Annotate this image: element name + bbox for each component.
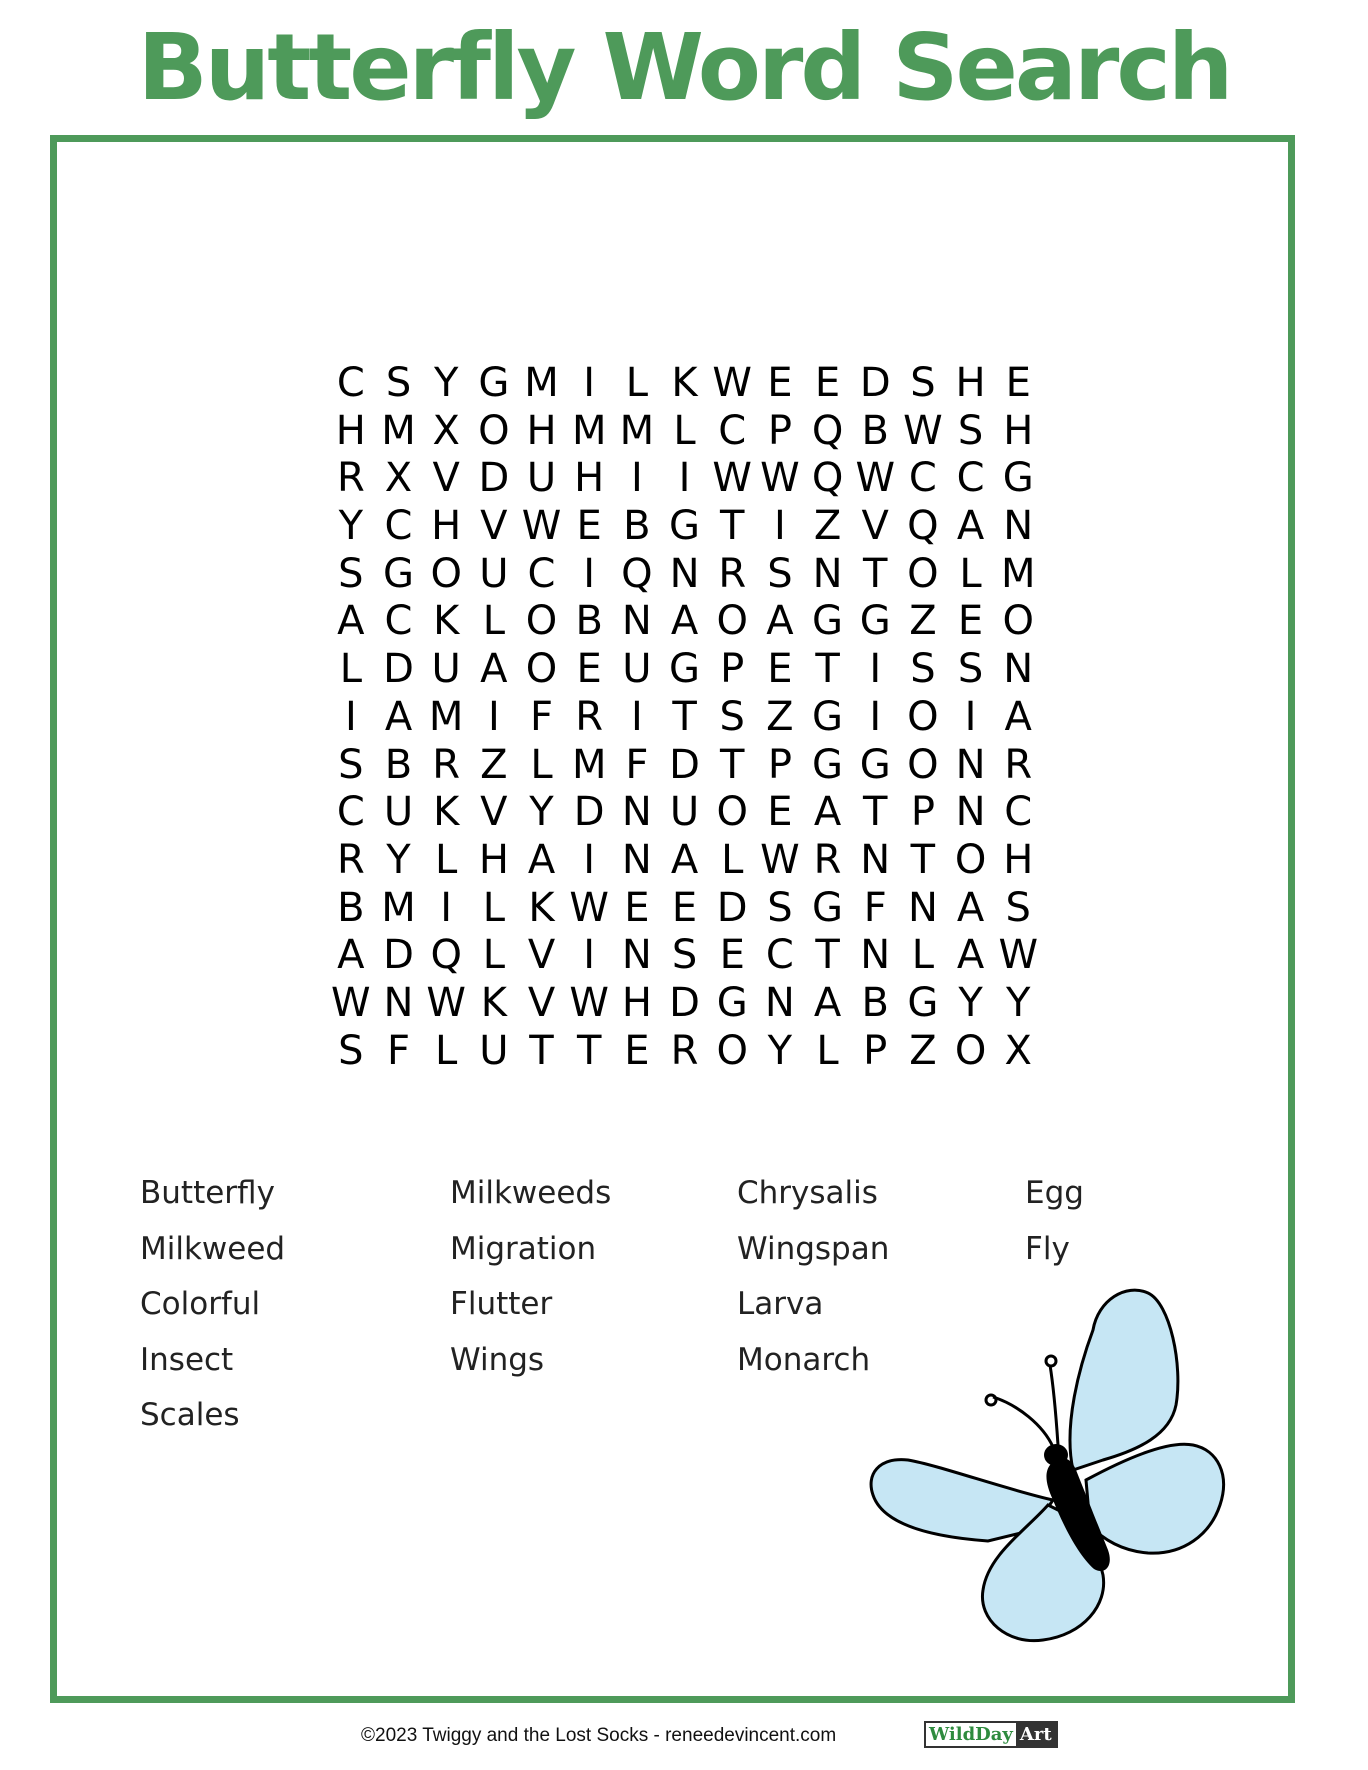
grid-letter: X [432,407,460,454]
grid-letter: I [630,455,643,502]
grid-letter: L [482,598,505,645]
grid-letter: L [721,836,744,883]
grid-letter: Y [958,979,983,1026]
grid-letter: L [959,550,982,597]
grid-letter: K [433,789,460,836]
grid-letter: M [524,360,559,406]
grid-letter: Q [907,503,939,550]
grid-letter: E [624,884,650,931]
grid-letter: A [527,836,556,883]
grid-letter: A [337,932,365,979]
grid-letter: K [528,884,555,931]
grid-letter: Z [909,598,937,645]
grid-letter: U [479,1027,509,1074]
grid-letter: X [384,455,413,502]
grid-letter: P [767,741,792,788]
grid-letter: L [435,1027,458,1074]
word-list-item: Insect [140,1341,234,1378]
grid-letter: E [814,360,841,406]
word-list-item: Milkweeds [450,1175,612,1211]
grid-letter: T [529,1027,554,1074]
grid-letter: A [956,884,985,931]
word-list-item: Milkweed [140,1230,286,1267]
grid-letter: H [955,360,986,406]
grid-letter: Y [433,360,459,406]
word-column [450,1166,611,1388]
grid-letter: W [998,932,1039,979]
grid-letter: V [480,503,508,550]
grid-letter: A [1004,693,1032,740]
grid-letter: H [431,503,462,550]
grid-letter: N [621,932,652,979]
grid-letter: W [426,979,466,1026]
grid-letter: D [383,932,414,979]
grid-letter: L [482,884,505,931]
grid-letter: I [344,693,357,740]
grid-letter: U [479,550,509,597]
grid-row [327,694,1042,742]
word-list-item: Larva [737,1286,824,1322]
grid-row [327,455,1042,503]
grid-letter: L [911,932,935,979]
grid-letter: M [619,407,655,454]
grid-letter: O [954,1027,987,1074]
grid-row [327,408,1042,456]
grid-letter: N [383,979,414,1026]
grid-letter: O [954,836,987,883]
word-list-item: Fly [1025,1230,1070,1267]
word-list-item: Monarch [737,1341,871,1378]
grid-letter: H [478,836,509,883]
grid-letter: S [910,646,936,693]
grid-letter: E [767,360,793,406]
grid-letter: B [861,407,889,454]
grid-letter: G [669,503,701,550]
grid-letter: O [478,407,510,454]
grid-letter: V [527,932,556,979]
grid-letter: U [526,455,557,502]
grid-letter: C [336,789,365,836]
grid-letter: O [716,598,748,645]
grid-letter: N [621,789,652,836]
grid-letter: G [812,741,844,788]
grid-letter: O [525,646,558,693]
grid-letter: S [1005,884,1031,931]
grid-letter: E [671,884,698,931]
grid-letter: G [907,979,939,1026]
grid-letter: O [716,789,748,836]
grid-row [327,503,1042,551]
grid-letter: E [719,932,745,979]
grid-letter: D [859,360,891,406]
grid-letter: C [765,932,794,979]
grid-letter: Z [766,693,794,740]
grid-letter: O [716,1027,748,1074]
grid-letter: E [1005,360,1031,406]
grid-letter: W [760,836,800,883]
grid-letter: M [571,407,607,454]
word-list-item: Egg [1025,1175,1084,1211]
grid-letter: O [430,550,462,597]
grid-letter: O [907,741,939,788]
grid-letter: M [428,693,464,740]
grid-letter: B [623,503,651,550]
grid-row [327,360,1042,408]
grid-row [327,885,1042,933]
wildday-art-logo [924,1721,1058,1748]
grid-letter: M [381,407,416,454]
grid-letter: N [955,789,986,836]
grid-letter: Z [480,741,508,788]
grid-letter: I [440,884,453,931]
grid-letter: E [767,789,793,836]
grid-letter: W [521,503,562,550]
grid-letter: H [621,979,652,1026]
grid-letter: O [907,550,939,597]
grid-letter: E [576,503,602,550]
logo-text-wildday: WildDay [926,1723,1016,1746]
grid-letter: X [1004,1027,1032,1074]
grid-letter: A [813,979,842,1026]
grid-letter: H [574,455,605,502]
grid-letter: W [569,979,609,1026]
grid-letter: B [861,979,889,1026]
grid-letter: N [907,884,938,931]
grid-letter: S [957,407,984,454]
grid-letter: S [338,1027,364,1074]
word-list-item: Flutter [450,1286,553,1322]
grid-letter: W [712,360,752,406]
grid-letter: G [812,598,844,645]
grid-letter: G [716,979,748,1026]
grid-letter: N [621,836,652,883]
grid-letter: D [573,789,605,836]
grid-letter: S [385,360,412,406]
grid-letter: D [669,741,700,788]
grid-letter: U [622,646,652,693]
grid-letter: R [718,550,747,597]
grid-letter: G [812,884,844,931]
grid-letter: G [383,550,414,597]
grid-letter: S [338,741,364,788]
grid-letter: W [903,407,943,454]
grid-letter: E [624,1027,650,1074]
grid-letter: R [336,455,365,502]
grid-letter: G [859,741,891,788]
word-list-item: Scales [140,1397,240,1433]
grid-letter: M [1000,550,1036,597]
word-list-item: Wingspan [737,1230,890,1267]
grid-letter: L [673,407,696,454]
grid-letter: N [1003,503,1034,550]
grid-row [327,789,1042,837]
grid-letter: P [767,407,792,454]
grid-letter: D [383,646,414,693]
grid-letter: S [338,550,364,597]
grid-letter: T [719,503,745,550]
grid-letter: I [630,693,643,740]
grid-letter: C [718,407,747,454]
grid-letter: T [672,693,697,740]
grid-letter: I [583,360,596,406]
grid-letter: I [869,693,882,740]
grid-letter: D [478,455,510,502]
grid-letter: G [859,598,891,645]
grid-letter: I [487,693,500,740]
grid-letter: T [815,932,840,979]
grid-letter: B [337,884,365,931]
grid-letter: U [669,789,700,836]
grid-letter: C [336,360,365,406]
grid-row [327,980,1042,1028]
grid-letter: R [432,741,461,788]
grid-letter: S [671,932,698,979]
grid-letter: H [335,407,366,454]
grid-letter: A [956,932,985,979]
word-list-item: Colorful [140,1286,261,1322]
grid-letter: O [907,693,939,740]
word-list-item: Wings [450,1341,545,1378]
grid-letter: L [530,741,553,788]
grid-letter: T [863,789,888,836]
grid-letter: T [719,741,745,788]
grid-row [327,932,1042,980]
grid-letter: G [478,360,510,406]
grid-letter: L [625,360,649,406]
grid-row [327,551,1042,599]
grid-letter: B [575,598,603,645]
grid-letter: E [767,646,793,693]
grid-letter: G [812,693,844,740]
word-list-item: Migration [450,1230,597,1267]
grid-letter: C [384,598,413,645]
word-column [140,1166,285,1444]
logo-text-art: Art [1016,1723,1056,1746]
grid-letter: C [527,550,556,597]
grid-letter: M [571,741,607,788]
grid-letter: S [767,884,793,931]
grid-letter: Z [909,1027,937,1074]
grid-letter: C [908,455,937,502]
word-list-item: Butterfly [140,1175,275,1211]
grid-letter: F [625,741,649,788]
grid-letter: Q [811,407,844,454]
grid-letter: N [860,932,891,979]
grid-letter: S [767,550,793,597]
page-title: Butterfly Word Search [137,14,1231,121]
grid-letter: R [813,836,842,883]
grid-letter: T [910,836,936,883]
grid-letter: W [712,455,752,502]
butterfly-icon [858,1285,1258,1645]
grid-letter: A [670,598,699,645]
grid-letter: A [766,598,794,645]
grid-letter: W [569,884,609,931]
grid-letter: K [671,360,698,406]
grid-letter: L [482,932,505,979]
grid-letter: U [431,646,461,693]
grid-letter: F [387,1027,411,1074]
grid-letter: P [863,1027,888,1074]
grid-letter: A [813,789,842,836]
grid-letter: H [526,407,557,454]
grid-letter: W [855,455,895,502]
grid-letter: A [670,836,699,883]
grid-letter: R [575,693,604,740]
grid-letter: C [384,503,413,550]
grid-letter: I [583,836,596,883]
grid-letter: I [678,455,691,502]
grid-letter: N [1003,646,1034,693]
grid-letter: Q [430,932,462,979]
grid-letter: Z [813,503,842,550]
grid-letter: N [860,836,891,883]
grid-letter: N [669,550,700,597]
grid-letter: E [957,598,984,645]
grid-letter: I [964,693,977,740]
grid-letter: H [1003,407,1034,454]
grid-letter: L [435,836,458,883]
grid-letter: K [433,598,460,645]
grid-letter: L [339,646,362,693]
grid-letter: Q [811,455,844,502]
grid-row [327,837,1042,885]
grid-row [327,646,1042,694]
grid-letter: I [773,503,786,550]
grid-letter: E [576,646,602,693]
word-column [1025,1166,1084,1277]
grid-letter: O [525,598,558,645]
grid-row [327,742,1042,790]
grid-letter: T [576,1027,602,1074]
grid-letter: N [764,979,795,1026]
grid-letter: N [812,550,843,597]
grid-letter: N [621,598,652,645]
grid-letter: A [337,598,365,645]
grid-letter: A [956,503,985,550]
grid-letter: H [1003,836,1034,883]
grid-letter: D [716,884,748,931]
grid-letter: G [669,646,701,693]
grid-letter: P [720,646,745,693]
grid-letter: F [863,884,887,931]
grid-letter: V [480,789,508,836]
grid-letter: C [1004,789,1033,836]
grid-letter: T [815,646,840,693]
grid-letter: S [957,646,984,693]
grid-letter: T [863,550,888,597]
grid-letter: D [669,979,700,1026]
grid-letter: S [910,360,936,406]
copyright-footer: ©2023 Twiggy and the Lost Socks - reneedevincent.com [361,1725,837,1746]
grid-letter: I [583,932,596,979]
grid-letter: V [861,503,889,550]
grid-letter: U [383,789,414,836]
grid-letter: N [955,741,986,788]
word-list-item: Chrysalis [737,1175,878,1211]
grid-letter: Y [1006,979,1031,1026]
grid-letter: Y [767,1027,793,1074]
grid-row [327,1028,1042,1076]
grid-row [327,598,1042,646]
grid-letter: L [816,1027,839,1074]
grid-letter: A [384,693,413,740]
grid-letter: Y [529,789,554,836]
grid-letter: O [1002,598,1034,645]
grid-letter: I [869,646,882,693]
grid-letter: K [480,979,507,1026]
grid-letter: M [381,884,416,931]
grid-letter: V [432,455,460,502]
grid-letter: W [331,979,371,1026]
grid-letter: R [336,836,365,883]
grid-letter: Y [338,503,364,550]
grid-letter: Q [621,550,653,597]
grid-letter: R [670,1027,699,1074]
grid-letter: R [1004,741,1033,788]
grid-letter: I [583,550,596,597]
grid-letter: F [530,693,554,740]
letter-grid [327,360,1042,1075]
grid-letter: G [1002,455,1034,502]
grid-letter: C [956,455,985,502]
grid-letter: V [527,979,556,1026]
grid-letter: P [910,789,935,836]
grid-letter: A [480,646,508,693]
grid-letter: S [719,693,745,740]
grid-letter: Y [386,836,411,883]
grid-letter: W [760,455,800,502]
grid-letter: B [384,741,413,788]
